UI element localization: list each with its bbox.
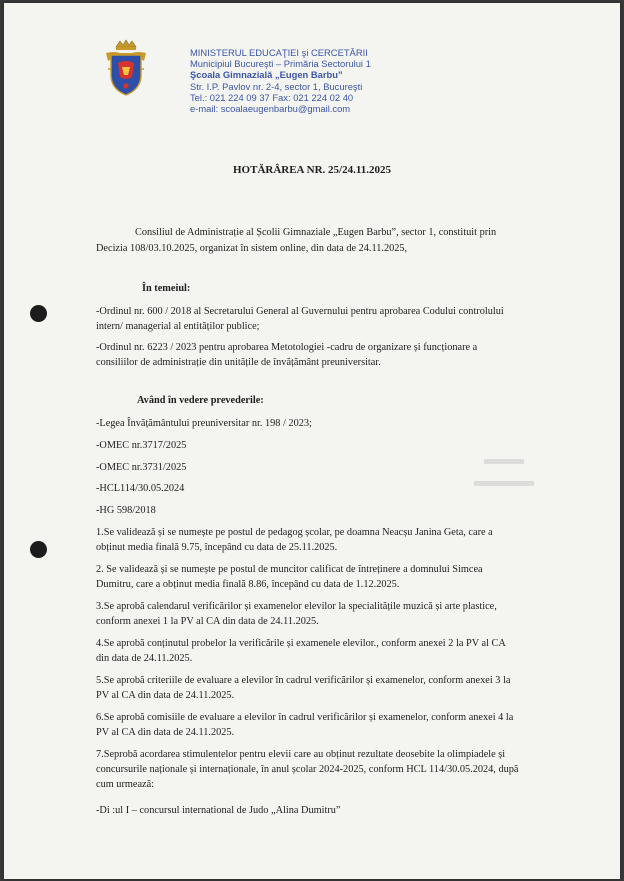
letterhead (190, 47, 371, 114)
article-2-line-1: 2. Se validează și se numește pe postul de muncitor calificat de întreținere a domnului Simcea (96, 564, 483, 575)
temeiul-heading: În temeiul: (142, 283, 191, 294)
intro-line-2: Decizia 108/03.10.2025, organizat în sistem online, din data de 24.11.2025, (96, 243, 408, 254)
prevederi-item: -HCL114/30.05.2024 (96, 483, 185, 494)
prevederi-item: -Legea Învățământului preuniversitar nr. 198 / 2023; (96, 418, 312, 429)
letterhead-address: Str. I.P. Pavlov nr. 2-4, sector 1, Bucureşti (190, 80, 363, 92)
article-7-line-1: 7.Seprobă acordarea stimulentelor pentru elevii care au obținut rezultate deosebite la olimpiadele și (96, 749, 506, 760)
article-5-line-2: PV al CA din data de 24.11.2025. (96, 690, 235, 701)
document-page (4, 3, 620, 879)
article-1-line-2: obținut media finală 9.75, începând cu data de 25.11.2025. (96, 542, 338, 553)
article-4-line-1: 4.Se aprobă conținutul probelor la verificările și examenele elevilor., conform anexei 2 la PV al CA (96, 638, 506, 649)
article-4-line-2: din data de 24.11.2025. (96, 653, 193, 664)
show-through-smudge (474, 481, 534, 486)
prevederi-item: -OMEC nr.3731/2025 (96, 462, 187, 473)
bucharest-coat-of-arms-icon (104, 39, 148, 97)
document-title: HOTĂRÂREA NR. 25/24.11.2025 (233, 164, 391, 176)
temeiul-item-2-line-1: -Ordinul nr. 6223 / 2023 pentru aprobarea Metotologiei -cadru de organizare și funcționare a (96, 342, 478, 353)
temeiul-item-1-line-2: intern/ managerial al entităților publice; (96, 321, 260, 332)
article-3-line-1: 3.Se aprobă calendarul verificărilor și examenelor elevilor la specialitățile muzică și arte plastice, (96, 601, 497, 612)
prevederi-item: -HG 598/2018 (96, 505, 156, 516)
show-through-smudge (484, 459, 524, 464)
article-3-line-2: conform anexei 1 la PV al CA din data de 24.11.2025. (96, 616, 319, 627)
article-2-line-2: Dumitru, care a obținut media finală 8.86, începând cu data de 1.12.2025. (96, 579, 400, 590)
temeiul-item-2-line-2: consiliilor de administrație din unitățile de învățământ preuniversitar. (96, 357, 381, 368)
article-7-line-3: cum urmează: (96, 779, 155, 790)
article-5-line-1: 5.Se aprobă criteriile de evaluare a elevilor în cadrul verificărilor și examenelor, conform anexei 3 la (96, 675, 511, 686)
punch-hole-top (30, 305, 47, 322)
letterhead-email: e-mail: scoalaeugenbarbu@gmail.com (190, 103, 351, 115)
letterhead-ministry: MINISTERUL EDUCAŢIEI şi CERCETĂRII (190, 47, 368, 58)
article-1-line-1: 1.Se validează și se numește pe postul de pedagog școlar, pe doamna Neacșu Janina Geta, care a (96, 527, 493, 538)
letterhead-school: Şcoala Gimnazială „Eugen Barbu” (190, 69, 343, 81)
article-6-line-2: PV al CA din data de 24.11.2025. (96, 727, 235, 738)
letterhead-phone: Tel.: 021 224 09 37 Fax: 021 224 02 40 (190, 91, 354, 103)
intro-line-1: Consiliul de Administrație al Școlii Gimnaziale „Eugen Barbu”, sector 1, constituit prin (135, 227, 497, 238)
prevederi-heading: Având în vedere prevederile: (137, 395, 264, 406)
article-7-line-2: concursurile naționale și internaționale, în anul școlar 2024-2025, conform HCL 114/30.05.2024, după (96, 764, 519, 775)
letterhead-municipality: Municipiul Bucureşti – Primăria Sectorului 1 (190, 58, 371, 70)
article-6-line-1: 6.Se aprobă comisiile de evaluare a elevilor în cadrul verificărilor și examenelor, conform anexei 4 la (96, 712, 514, 723)
last-line: -Di :ul I – concursul international de Judo „Alina Dumitru” (96, 805, 341, 816)
temeiul-item-1-line-1: -Ordinul nr. 600 / 2018 al Secretarului General al Guvernului pentru aprobarea Codului controlului (96, 306, 504, 317)
prevederi-item: -OMEC nr.3717/2025 (96, 440, 187, 451)
punch-hole-bottom (30, 541, 47, 558)
